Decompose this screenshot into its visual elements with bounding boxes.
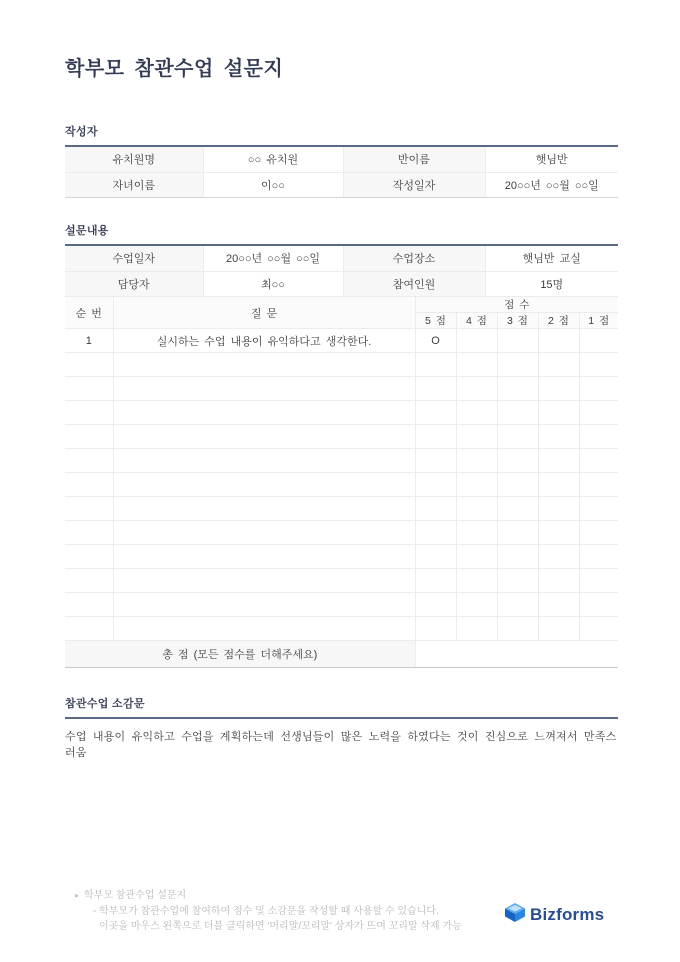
- empty-question-row: [65, 497, 618, 521]
- written-date-value: 20○○년 ○○월 ○○일: [485, 172, 618, 197]
- empty-question-row: [65, 593, 618, 617]
- column-header-question: 질 문: [113, 297, 415, 329]
- empty-question-row: [65, 617, 618, 641]
- comment-text: 수업 내용이 유익하고 수업을 계획하는데 선생님들이 많은 노력을 하였다는 것이 진심으로 느껴져서 만족스러움: [65, 730, 617, 759]
- empty-question-row: [65, 401, 618, 425]
- comment-section-heading: 참관수업 소감문: [65, 695, 618, 719]
- score-label-5: 5 점: [415, 313, 456, 329]
- participants-value: 15명: [485, 271, 618, 296]
- total-row: [65, 641, 618, 667]
- footer-title-text: 학부모 참관수업 설문지: [84, 890, 187, 901]
- bizforms-logo-text: Bizforms: [530, 905, 605, 924]
- empty-question-row: [65, 449, 618, 473]
- class-name-label: 반이름: [343, 147, 485, 172]
- survey-section: [65, 222, 618, 668]
- footer-description-line: - 학부모가 참관수업에 참여하여 점수 및 소감문을 작성할 때 사용할 수 있습니다.: [93, 905, 439, 917]
- table-row: [65, 271, 618, 296]
- survey-section-heading: 설문내용: [65, 222, 618, 246]
- column-header-number: 순 번: [65, 297, 113, 329]
- score-mark-5: O: [415, 329, 456, 353]
- score-mark-1: [579, 329, 618, 353]
- score-label-2: 2 점: [538, 313, 579, 329]
- person-in-charge-label: 담당자: [65, 271, 203, 296]
- empty-question-row: [65, 545, 618, 569]
- question-row: [65, 329, 618, 353]
- empty-question-row: [65, 377, 618, 401]
- total-score-value: [415, 641, 618, 667]
- bizforms-box-icon: [505, 903, 525, 927]
- page-title: 학부모 참관수업 설문지: [65, 58, 284, 80]
- author-table: [65, 147, 618, 197]
- class-date-value: 20○○년 ○○월 ○○일: [203, 246, 343, 271]
- participants-label: 참여인원: [343, 271, 485, 296]
- question-text: 실시하는 수업 내용이 유익하다고 생각한다.: [113, 329, 415, 353]
- score-mark-4: [456, 329, 497, 353]
- child-name-value: 이○○: [203, 172, 343, 197]
- table-row: [65, 246, 618, 271]
- written-date-label: 작성일자: [343, 172, 485, 197]
- kindergarten-name-label: 유치원명: [65, 147, 203, 172]
- class-name-value: 햇님반: [485, 147, 618, 172]
- author-section: [65, 123, 618, 198]
- score-mark-2: [538, 329, 579, 353]
- empty-question-row: [65, 353, 618, 377]
- class-place-label: 수업장소: [343, 246, 485, 271]
- question-header-row: [65, 297, 618, 313]
- score-label-4: 4 점: [456, 313, 497, 329]
- child-name-label: 자녀이름: [65, 172, 203, 197]
- footer-hint-line: 이곳을 마우스 왼쪽으로 더블 클릭하면 '머리말/꼬리말' 상자가 뜨며 꼬리말 삭제 가능: [99, 921, 462, 932]
- table-row: [65, 172, 618, 197]
- total-score-label: 총 점 (모든 점수를 더해주세요): [65, 641, 415, 667]
- triangle-bullet-icon: ▸: [75, 891, 80, 900]
- score-mark-3: [497, 329, 538, 353]
- survey-info-table: [65, 246, 618, 296]
- score-label-3: 3 점: [497, 313, 538, 329]
- empty-question-row: [65, 425, 618, 449]
- class-date-label: 수업일자: [65, 246, 203, 271]
- column-header-score: 점 수: [415, 297, 618, 313]
- question-table-wrap: [65, 296, 618, 668]
- empty-question-row: [65, 473, 618, 497]
- person-in-charge-value: 최○○: [203, 271, 343, 296]
- table-row: [65, 147, 618, 172]
- author-section-heading: 작성자: [65, 123, 618, 147]
- comment-section: [65, 695, 618, 760]
- question-number: 1: [65, 329, 113, 353]
- class-place-value: 햇님반 교실: [485, 246, 618, 271]
- score-label-1: 1 점: [579, 313, 618, 329]
- empty-question-row: [65, 569, 618, 593]
- question-table: [65, 297, 618, 667]
- kindergarten-name-value: ○○ 유치원: [203, 147, 343, 172]
- empty-question-row: [65, 521, 618, 545]
- footer-title-line: [65, 888, 618, 904]
- author-table-wrap: [65, 147, 618, 198]
- bizforms-logo: [505, 903, 604, 927]
